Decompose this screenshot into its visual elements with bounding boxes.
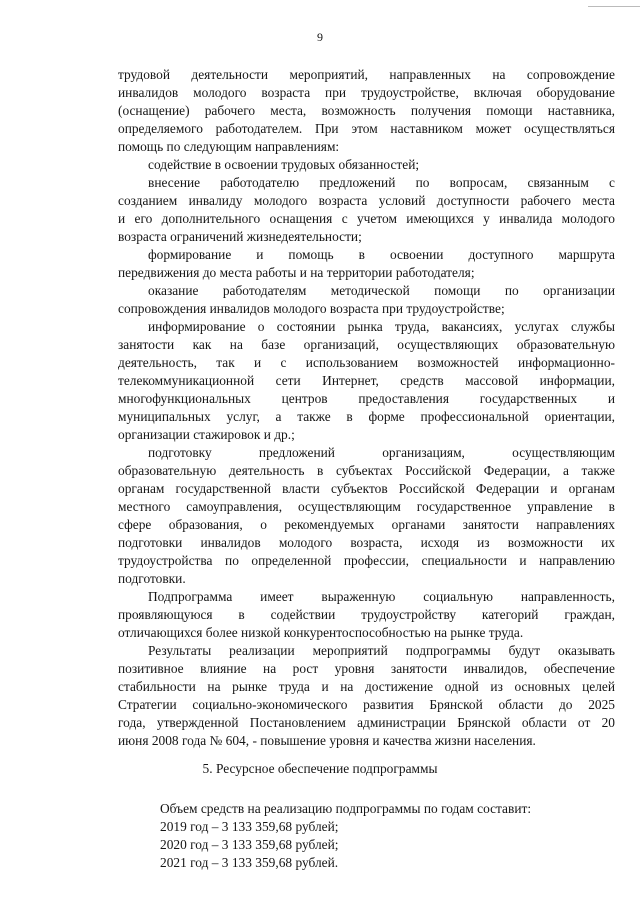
text-line: июня 2008 года № 604, - повышение уровня и качества жизни населения. — [118, 733, 536, 748]
text-line: возраста ограничений жизнедеятельности; — [118, 229, 362, 244]
text-line: трудовой деятельности мероприятий, направленных на сопровождение — [118, 67, 615, 82]
text-line: телекоммуникационной сети Интернет, средств массовой информации, — [118, 373, 615, 388]
text-line: (оснащение) рабочего места, возможность получения помощи наставника, — [118, 103, 615, 118]
funding-year-line: 2021 год – 3 133 359,68 рублей. — [160, 855, 339, 870]
text-line: позитивное влияние на рост уровня занятости инвалидов, обеспечение — [118, 661, 615, 676]
funding-year-line: 2019 год – 3 133 359,68 рублей; — [160, 819, 339, 834]
text-line: внесение работодателю предложений по вопросам, связанным с — [148, 175, 615, 190]
text-line: Подпрограмма имеет выраженную социальную направленность, — [148, 589, 615, 604]
text-line: органам государственной власти субъектов Российской Федерации и органам — [118, 481, 615, 496]
text-line: организации стажировок и др.; — [118, 427, 295, 442]
text-line: подготовку предложений организациям, осуществляющим — [148, 445, 615, 460]
text-line: формирование и помощь в освоении доступного маршрута — [148, 247, 615, 262]
text-line: инвалидов молодого возраста при трудоустройстве, включая оборудование — [118, 85, 615, 100]
text-line: занятости как на базе организаций, осуществляющих образовательную — [118, 337, 615, 352]
text-line: содействие в освоении трудовых обязанностей; — [148, 157, 420, 172]
text-line: помощь по следующим направлениям: — [118, 139, 340, 154]
text-line: оказание работодателям методической помощи по организации — [148, 283, 615, 298]
text-line: местного самоуправления, осуществляющим государственное управление в — [118, 499, 615, 514]
text-line: подготовки. — [118, 571, 186, 586]
text-line: проявляющуюся в содействии трудоустройству категорий граждан, — [118, 607, 615, 622]
text-line: Результаты реализации мероприятий подпрограммы будут оказывать — [148, 643, 615, 658]
section-heading: 5. Ресурсное обеспечение подпрограммы — [202, 761, 438, 776]
text-line: деятельность, так и с использованием возможностей информационно- — [118, 355, 615, 370]
text-line: образовательную деятельность в субъектах Российской Федерации, а также — [118, 463, 615, 478]
text-line: Стратегии социально-экономического развития Брянской области до 2025 — [118, 697, 615, 712]
text-line: и его дополнительного оснащения с учетом имеющихся у инвалида молодого — [118, 211, 615, 226]
text-line: стабильности на рынке труда и на достижение одной из основных целей — [118, 679, 615, 694]
text-line: муниципальных услуг, а также в форме профессиональной ориентации, — [118, 409, 615, 424]
text-line: созданием инвалиду молодого возраста условий доступности рабочего места — [118, 193, 615, 208]
text-line: сфере образования, о рекомендуемых органами занятости направлениях — [118, 517, 615, 532]
text-line: определяемого работодателем. При этом наставником может осуществляться — [118, 121, 615, 136]
text-line: информирование о состоянии рынка труда, вакансиях, услугах службы — [148, 319, 615, 334]
text-line: передвижения до места работы и на территории работодателя; — [118, 265, 475, 280]
text-line: сопровождения инвалидов молодого возраста при трудоустройстве; — [118, 301, 505, 316]
text-line: отличающихся более низкой конкурентоспособностью на рынке труда. — [118, 625, 524, 640]
text-line: трудоустройства по определенной профессии, специальности и направлению — [118, 553, 615, 568]
scan-edge-mark — [588, 6, 640, 7]
text-line: года, утвержденной Постановлением администрации Брянской области от 20 — [118, 715, 615, 730]
text-line: подготовки инвалидов молодого возраста, исходя из возможности их — [118, 535, 615, 550]
funding-intro: Объем средств на реализацию подпрограммы по годам составит: — [160, 801, 532, 816]
funding-year-line: 2020 год – 3 133 359,68 рублей; — [160, 837, 339, 852]
page-number: 9 — [317, 30, 323, 44]
text-line: многофункциональных центров предоставления государственных и — [118, 391, 615, 406]
